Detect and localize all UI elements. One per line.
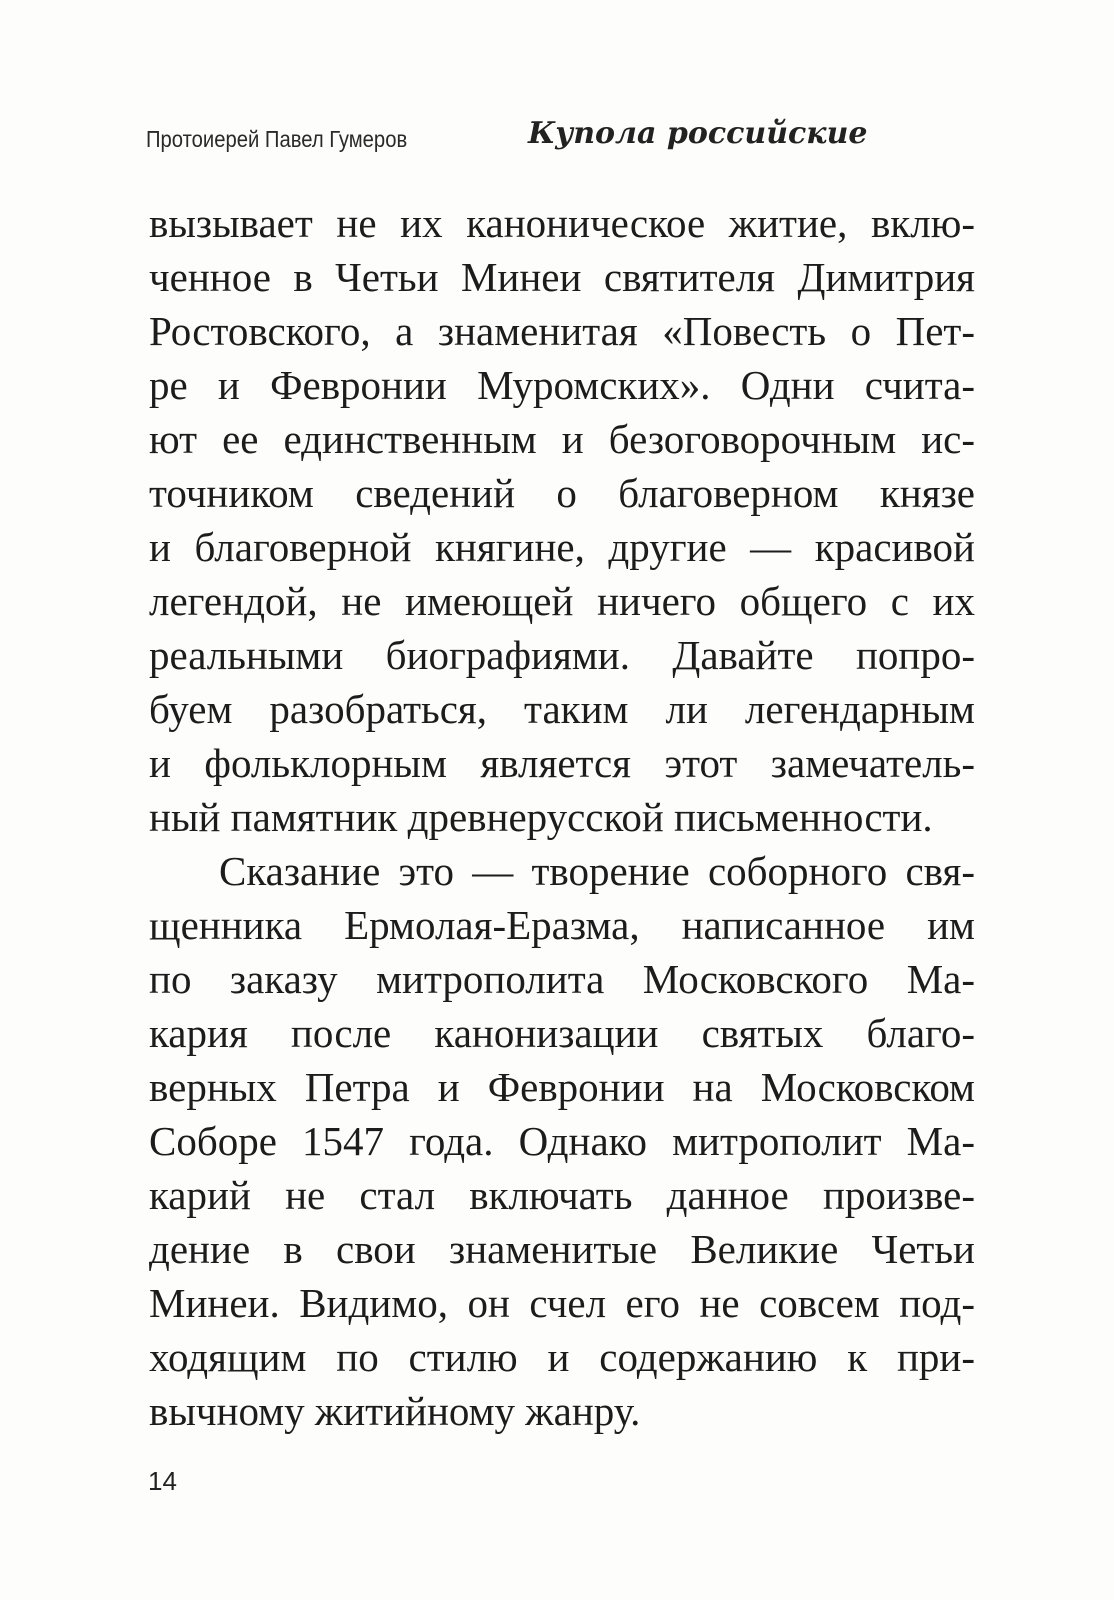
text-line: ный памятник древнерусской письменности.: [149, 794, 933, 840]
text-line: карий не стал включать данное произве-: [149, 1172, 975, 1218]
text-line: вызывает не их каноническое житие, вклю-: [149, 200, 975, 246]
text-line: Соборе 1547 года. Однако митрополит Ма-: [149, 1118, 975, 1164]
text-line: Сказание это — творение соборного свя-: [219, 848, 975, 894]
running-header-author: Протоиерей Павел Гумеров: [146, 126, 408, 152]
text-line: и благоверной княгине, другие — красивой: [149, 524, 975, 570]
page-body-text: [149, 196, 975, 1438]
text-line: вычному житийному жанру.: [149, 1388, 641, 1434]
text-line: и фольклорным является этот замечатель-: [149, 740, 975, 786]
page-number: 14: [148, 1466, 177, 1496]
text-line: буем разобраться, таким ли легендарным: [149, 686, 975, 732]
text-line: кария после канонизации святых благо-: [149, 1010, 975, 1056]
text-line: щенника Ермолая-Еразма, написанное им: [149, 902, 975, 948]
paragraph: [149, 196, 975, 844]
text-line: ре и Февронии Муромских». Одни счита-: [149, 362, 975, 408]
text-line: ходящим по стилю и содержанию к при-: [149, 1334, 975, 1380]
running-header-book-title: Купола российские: [528, 116, 868, 151]
text-line: по заказу митрополита Московского Ма-: [149, 956, 975, 1002]
text-line: Минеи. Видимо, он счел его не совсем под-: [149, 1280, 975, 1326]
text-line: ют ее единственным и безоговорочным ис-: [149, 416, 975, 462]
text-line: ченное в Четьи Минеи святителя Димитрия: [149, 254, 975, 300]
text-line: точником сведений о благоверном князе: [149, 470, 975, 516]
text-line: дение в свои знаменитые Великие Четьи: [149, 1226, 975, 1272]
text-line: легендой, не имеющей ничего общего с их: [149, 578, 975, 624]
text-line: реальными биографиями. Давайте попро-: [149, 632, 975, 678]
paragraph: [149, 844, 975, 1438]
text-line: Ростовского, а знаменитая «Повесть о Пет-: [149, 308, 975, 354]
text-line: верных Петра и Февронии на Московском: [149, 1064, 975, 1110]
